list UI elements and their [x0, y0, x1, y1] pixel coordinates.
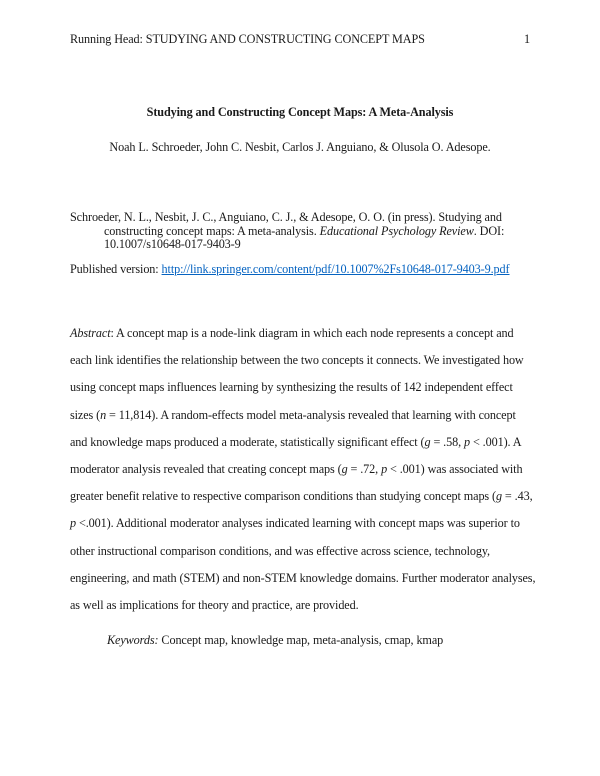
abstract-line: other instructional comparison conditions, and was effective across science, technology, [70, 543, 490, 558]
paper-title: Studying and Constructing Concept Maps: A Meta-Analysis [146, 105, 454, 119]
citation-line: 10.1007/s10648-017-9403-9 [104, 237, 241, 252]
keywords-line: Keywords: Concept map, knowledge map, meta-analysis, cmap, kmap [107, 633, 444, 647]
abstract-line: greater benefit relative to respective comparison conditions than studying concept maps (g = .43, [70, 489, 533, 504]
published-version-line [70, 262, 530, 277]
published-version-link[interactable]: http://link.springer.com/content/pdf/10.1007%2Fs10648-017-9403-9.pdf [161, 262, 510, 276]
abstract-line: sizes (n = 11,814). A random-effects model meta-analysis revealed that learning with concept [70, 407, 516, 422]
abstract-line: each link identifies the relationship between the two concepts it connects. We investigated how [70, 353, 524, 368]
published-version-label: Published version: [70, 262, 162, 276]
abstract-line: using concept maps influences learning by synthesizing the results of 142 independent effect [70, 380, 513, 395]
running-head: Running Head: STUDYING AND CONSTRUCTING CONCEPT MAPS [70, 32, 425, 46]
abstract-line: moderator analysis revealed that creating concept maps (g = .72, p < .001) was associated with [70, 462, 523, 477]
authors-line: Noah L. Schroeder, John C. Nesbit, Carlos J. Anguiano, & Olusola O. Adesope. [109, 140, 491, 154]
citation-block [70, 211, 530, 252]
abstract-line: and knowledge maps produced a moderate, statistically significant effect (g = .58, p < .001). A [70, 434, 522, 449]
abstract-block [70, 320, 536, 619]
abstract-line: engineering, and math (STEM) and non-STEM knowledge domains. Further moderator analyses, [70, 570, 536, 585]
abstract-line: as well as implications for theory and practice, are provided. [70, 598, 359, 613]
abstract-line: p <.001). Additional moderator analyses indicated learning with concept maps was superior to [70, 516, 520, 531]
citation-line: Schroeder, N. L., Nesbit, J. C., Anguiano, C. J., & Adesope, O. O. (in press). Studying and [70, 210, 502, 224]
citation-line: constructing concept maps: A meta-analysis. Educational Psychology Review. DOI: [104, 223, 505, 238]
abstract-line: Abstract: A concept map is a node-link diagram in which each node represents a concept and [70, 326, 514, 340]
page-number: 1 [524, 32, 530, 46]
keywords-block [70, 627, 530, 654]
page-header [70, 32, 530, 47]
